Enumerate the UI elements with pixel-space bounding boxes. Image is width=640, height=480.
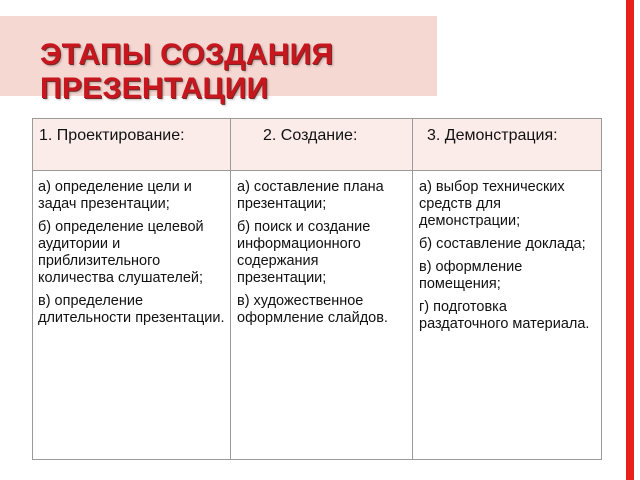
column-divider-2	[412, 119, 413, 459]
list-item: в) художественное оформление слайдов.	[237, 293, 388, 326]
list-item: б) поиск и создание информационного содержания презентации;	[237, 219, 371, 286]
list-item: в) определение длительности презентации.	[38, 293, 225, 326]
accent-stripe	[620, 0, 640, 480]
title-banner	[0, 16, 437, 105]
list-item: а) определение цели и задач презентации;	[38, 179, 192, 212]
list-item: б) определение целевой аудитории и приблизительного количества слушателей;	[38, 219, 204, 286]
header-demonstration: 3. Демонстрация:	[427, 127, 558, 144]
list-item: а) выбор технических средств для демонстрации;	[419, 179, 565, 229]
stages-table	[32, 118, 602, 460]
column-divider-1	[230, 119, 231, 459]
list-item: б) составление доклада;	[419, 236, 586, 252]
list-item: а) составление плана презентации;	[237, 179, 384, 212]
slide-title-line-2: ПРЕЗЕНТАЦИИ	[40, 72, 269, 105]
list-item: в) оформление помещения;	[419, 259, 523, 292]
header-divider	[33, 170, 601, 171]
cell-creation	[237, 179, 409, 333]
cell-demonstration	[419, 179, 599, 339]
slide-title-line-1: ЭТАПЫ СОЗДАНИЯ	[40, 38, 334, 71]
header-design: 1. Проектирование:	[39, 127, 185, 144]
cell-design	[38, 179, 226, 333]
list-item: г) подготовка раздаточного материала.	[419, 299, 590, 332]
accent-stripe-bar	[626, 0, 634, 480]
header-creation: 2. Создание:	[263, 127, 358, 144]
